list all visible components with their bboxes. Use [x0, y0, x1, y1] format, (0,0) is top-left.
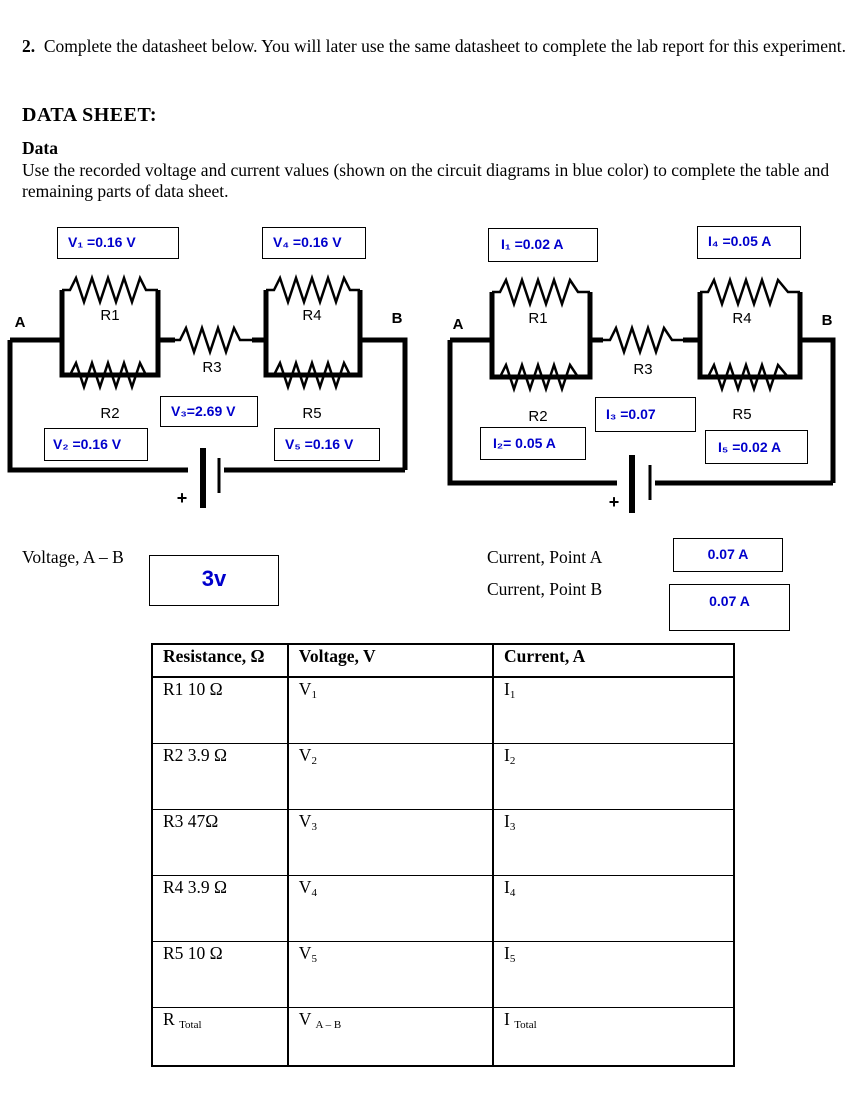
node-a-label-1: A [14, 314, 26, 331]
resistance-cell: R5 10 Ω [152, 942, 288, 1008]
current-cell[interactable]: $I_1$ [493, 677, 734, 744]
i4-box: I₄ =0.05 A [697, 226, 801, 259]
data-subheading: Data [22, 138, 58, 158]
table-row [152, 677, 734, 744]
resistance-cell: R1 10 Ω [152, 677, 288, 744]
data-table [151, 643, 735, 1067]
r1-label-1: R1 [100, 307, 120, 324]
r2-label-1: R2 [100, 405, 120, 422]
current-cell[interactable]: $I_2$ [493, 744, 734, 810]
current-b-label: Current, Point B [487, 579, 603, 599]
voltage-ab-box: 3v [149, 555, 279, 606]
r3-label-1: R3 [202, 359, 222, 376]
current-cell[interactable]: I $_{Total}$ [493, 1008, 734, 1067]
voltage-cell[interactable]: $V_5$ [288, 942, 493, 1008]
table-row [152, 810, 734, 876]
current-header: Current, A [493, 644, 734, 677]
v5-box: V₅ =0.16 V [274, 428, 380, 461]
voltage-cell[interactable]: $V_4$ [288, 876, 493, 942]
r4-label-2: R4 [732, 310, 752, 327]
data-sheet-heading: DATA SHEET: [22, 104, 157, 126]
v1-box: V₁ =0.16 V [57, 227, 179, 259]
table-row [152, 876, 734, 942]
voltage-cell[interactable]: $V_2$ [288, 744, 493, 810]
i3-box: I₃ =0.07 [595, 397, 696, 432]
resistance-cell: R4 3.9 Ω [152, 876, 288, 942]
current-a-box: 0.07 A [673, 538, 783, 572]
v2-box: V₂ =0.16 V [44, 428, 148, 461]
v3-box: V₃=2.69 V [160, 396, 258, 427]
table-row [152, 1008, 734, 1067]
r5-label-2: R5 [732, 406, 752, 423]
resistance-cell: R3 47Ω [152, 810, 288, 876]
resistance-cell: R $_{Total}$ [152, 1008, 288, 1067]
instructions: Use the recorded voltage and current values (shown on the circuit diagrams in blue color) to complete the table and remaining parts of data sheet. [22, 160, 830, 201]
voltage-cell[interactable]: V $_{A - B}$ [288, 1008, 493, 1067]
r1-label-2: R1 [528, 310, 548, 327]
r3-label-2: R3 [633, 361, 653, 378]
table-row [152, 942, 734, 1008]
i5-box: I₅ =0.02 A [705, 430, 808, 464]
question-text: 2. Complete the datasheet below. You will later use the same datasheet to complete the lab report for this experiment. [22, 36, 847, 56]
current-cell[interactable]: $I_5$ [493, 942, 734, 1008]
current-b-box: 0.07 A [669, 584, 790, 631]
node-b-label-2: B [821, 312, 833, 329]
battery-plus-1: + [176, 488, 188, 508]
resistance-cell: R2 3.9 Ω [152, 744, 288, 810]
voltage-header: Voltage, V [288, 644, 493, 677]
i1-box: I₁ =0.02 A [488, 228, 598, 262]
current-cell[interactable]: $I_3$ [493, 810, 734, 876]
node-a-label-2: A [452, 316, 464, 333]
r2-label-2: R2 [528, 408, 548, 425]
r5-label-1: R5 [302, 405, 322, 422]
resistance-header: Resistance, Ω [152, 644, 288, 677]
r4-label-1: R4 [302, 307, 322, 324]
voltage-ab-label: Voltage, A – B [22, 547, 124, 567]
v4-box: V₄ =0.16 V [262, 227, 366, 259]
table-row [152, 744, 734, 810]
voltage-cell[interactable]: $V_3$ [288, 810, 493, 876]
node-b-label-1: B [391, 310, 403, 327]
voltage-cell[interactable]: $V_1$ [288, 677, 493, 744]
i2-box: I₂= 0.05 A [480, 427, 586, 460]
current-a-label: Current, Point A [487, 547, 603, 567]
battery-plus-2: + [608, 492, 620, 512]
table-header-row [152, 644, 734, 677]
current-cell[interactable]: $I_4$ [493, 876, 734, 942]
